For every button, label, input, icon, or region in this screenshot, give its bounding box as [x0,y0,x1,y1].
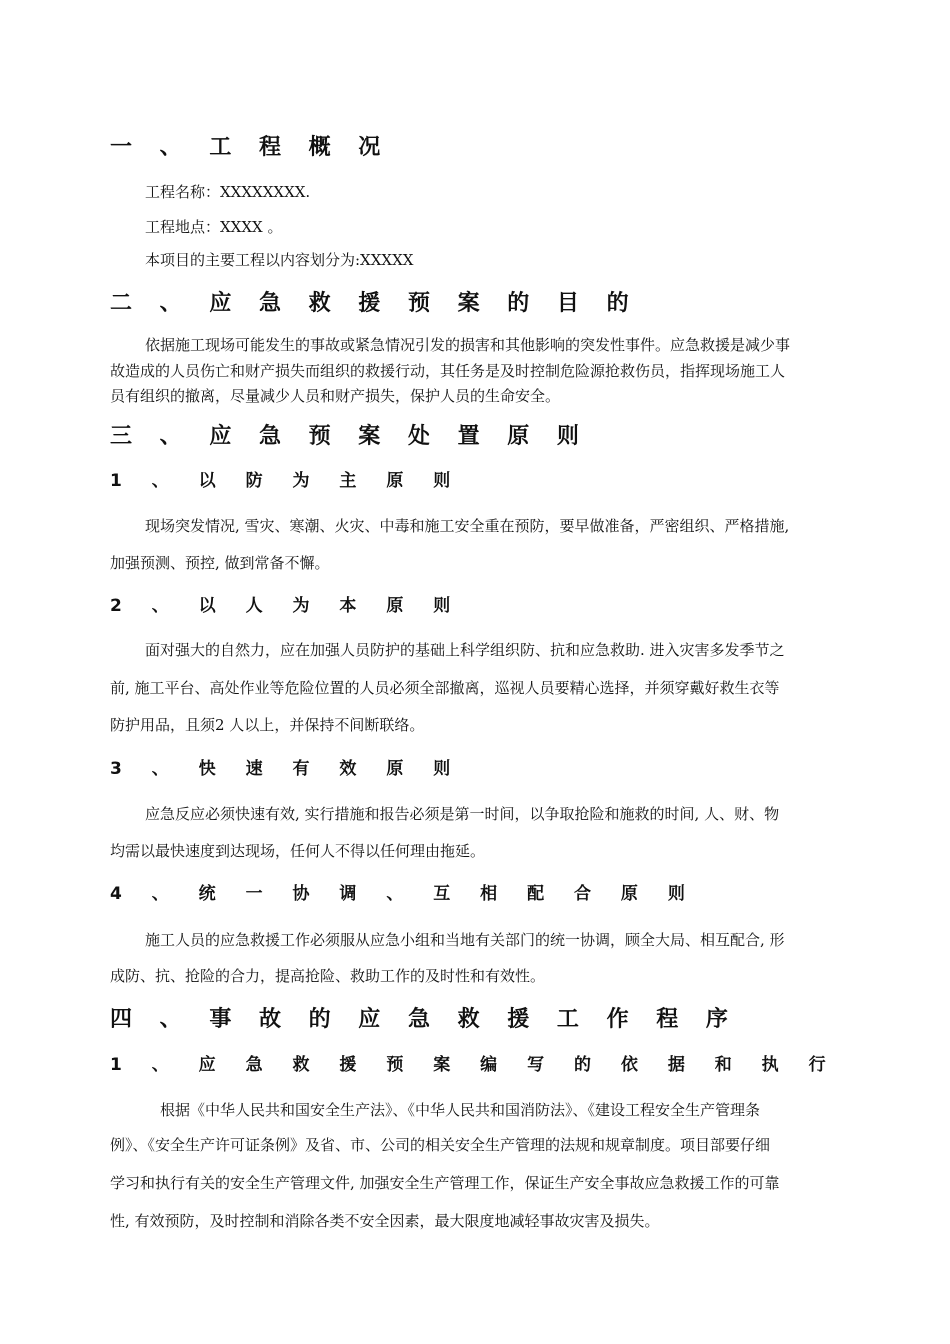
section-heading-3: 三 、 应 急 预 案 处 置 原 则 [110,424,589,449]
paragraph-line: 防护用品，且须2 人以上，并保持不间断联络。 [110,716,425,734]
paragraph-line: 根据《中华人民共和国安全生产法》、《中华人民共和国消防法》、《建设工程安全生产管理条 [160,1101,761,1119]
subsection-heading-4-1: 1 、 应 急 救 援 预 案 编 写 的 依 据 和 执 行 [110,1055,838,1075]
paragraph-line: 依据施工现场可能发生的事故或紧急情况引发的损害和其他影响的突发性事件。应急救援是减少事 [145,336,791,354]
paragraph-line: 例》、《安全生产许可证条例》及省、市、公司的相关安全生产管理的法规和规章制度。项目部要仔细 [110,1136,771,1154]
section-heading-1: 一 、 工 程 概 况 [110,135,391,160]
subsection-heading-3-2: 2 、 以 人 为 本 原 则 [110,596,463,616]
paragraph-line: 学习和执行有关的安全生产管理文件, 加强安全生产管理工作，保证生产安全事故应急救援工作的可靠 [110,1174,780,1192]
subsection-heading-3-1: 1 、 以 防 为 主 原 则 [110,471,463,491]
paragraph-line: 施工人员的应急救援工作必须服从应急小组和当地有关部门的统一协调，顾全大局、相互配合, 形 [145,931,785,949]
paragraph-line: 成防、抗、抢险的合力，提高抢险、救助工作的及时性和有效性。 [110,967,546,985]
section-heading-4: 四 、 事 故 的 应 急 救 援 工 作 程 序 [110,1007,738,1032]
paragraph-line: 面对强大的自然力，应在加强人员防护的基础上科学组织防、抗和应急救助. 进入灾害多发季节之 [145,641,785,659]
project-name-line: 工程名称：XXXXXXXX. [145,183,311,201]
section-heading-2: 二 、 应 急 救 援 预 案 的 目 的 [110,291,639,316]
paragraph-line: 故造成的人员伤亡和财产损失而组织的救援行动，其任务是及时控制危险源抢救伤员，指挥现场施工人 [110,362,786,380]
subsection-heading-3-4: 4 、 统 一 协 调 、 互 相 配 合 原 则 [110,884,697,904]
paragraph-line: 前, 施工平台、高处作业等危险位置的人员必须全部撤离，巡视人员要精心选择，并须穿戴好救生衣等 [110,679,780,697]
paragraph-line: 性, 有效预防，及时控制和消除各类不安全因素，最大限度地减轻事故灾害及损失。 [110,1212,660,1230]
project-scope-line: 本项目的主要工程以内容划分为:XXXXX [145,251,414,269]
paragraph-line: 现场突发情况, 雪灾、寒潮、火灾、中毒和施工安全重在预防，要早做准备，严密组织、严格措施, [145,517,790,535]
project-location-line: 工程地点：XXXX 。 [145,218,283,236]
paragraph-line: 加强预测、预控, 做到常备不懈。 [110,554,330,572]
subsection-heading-3-3: 3 、 快 速 有 效 原 则 [110,759,463,779]
paragraph-line: 员有组织的撤离，尽量减少人员和财产损失，保护人员的生命安全。 [110,387,561,405]
paragraph-line: 应急反应必须快速有效, 实行措施和报告必须是第一时间，以争取抢险和施救的时间, 人、财、物 [145,805,780,823]
paragraph-line: 均需以最快速度到达现场，任何人不得以任何理由拖延。 [110,842,486,860]
